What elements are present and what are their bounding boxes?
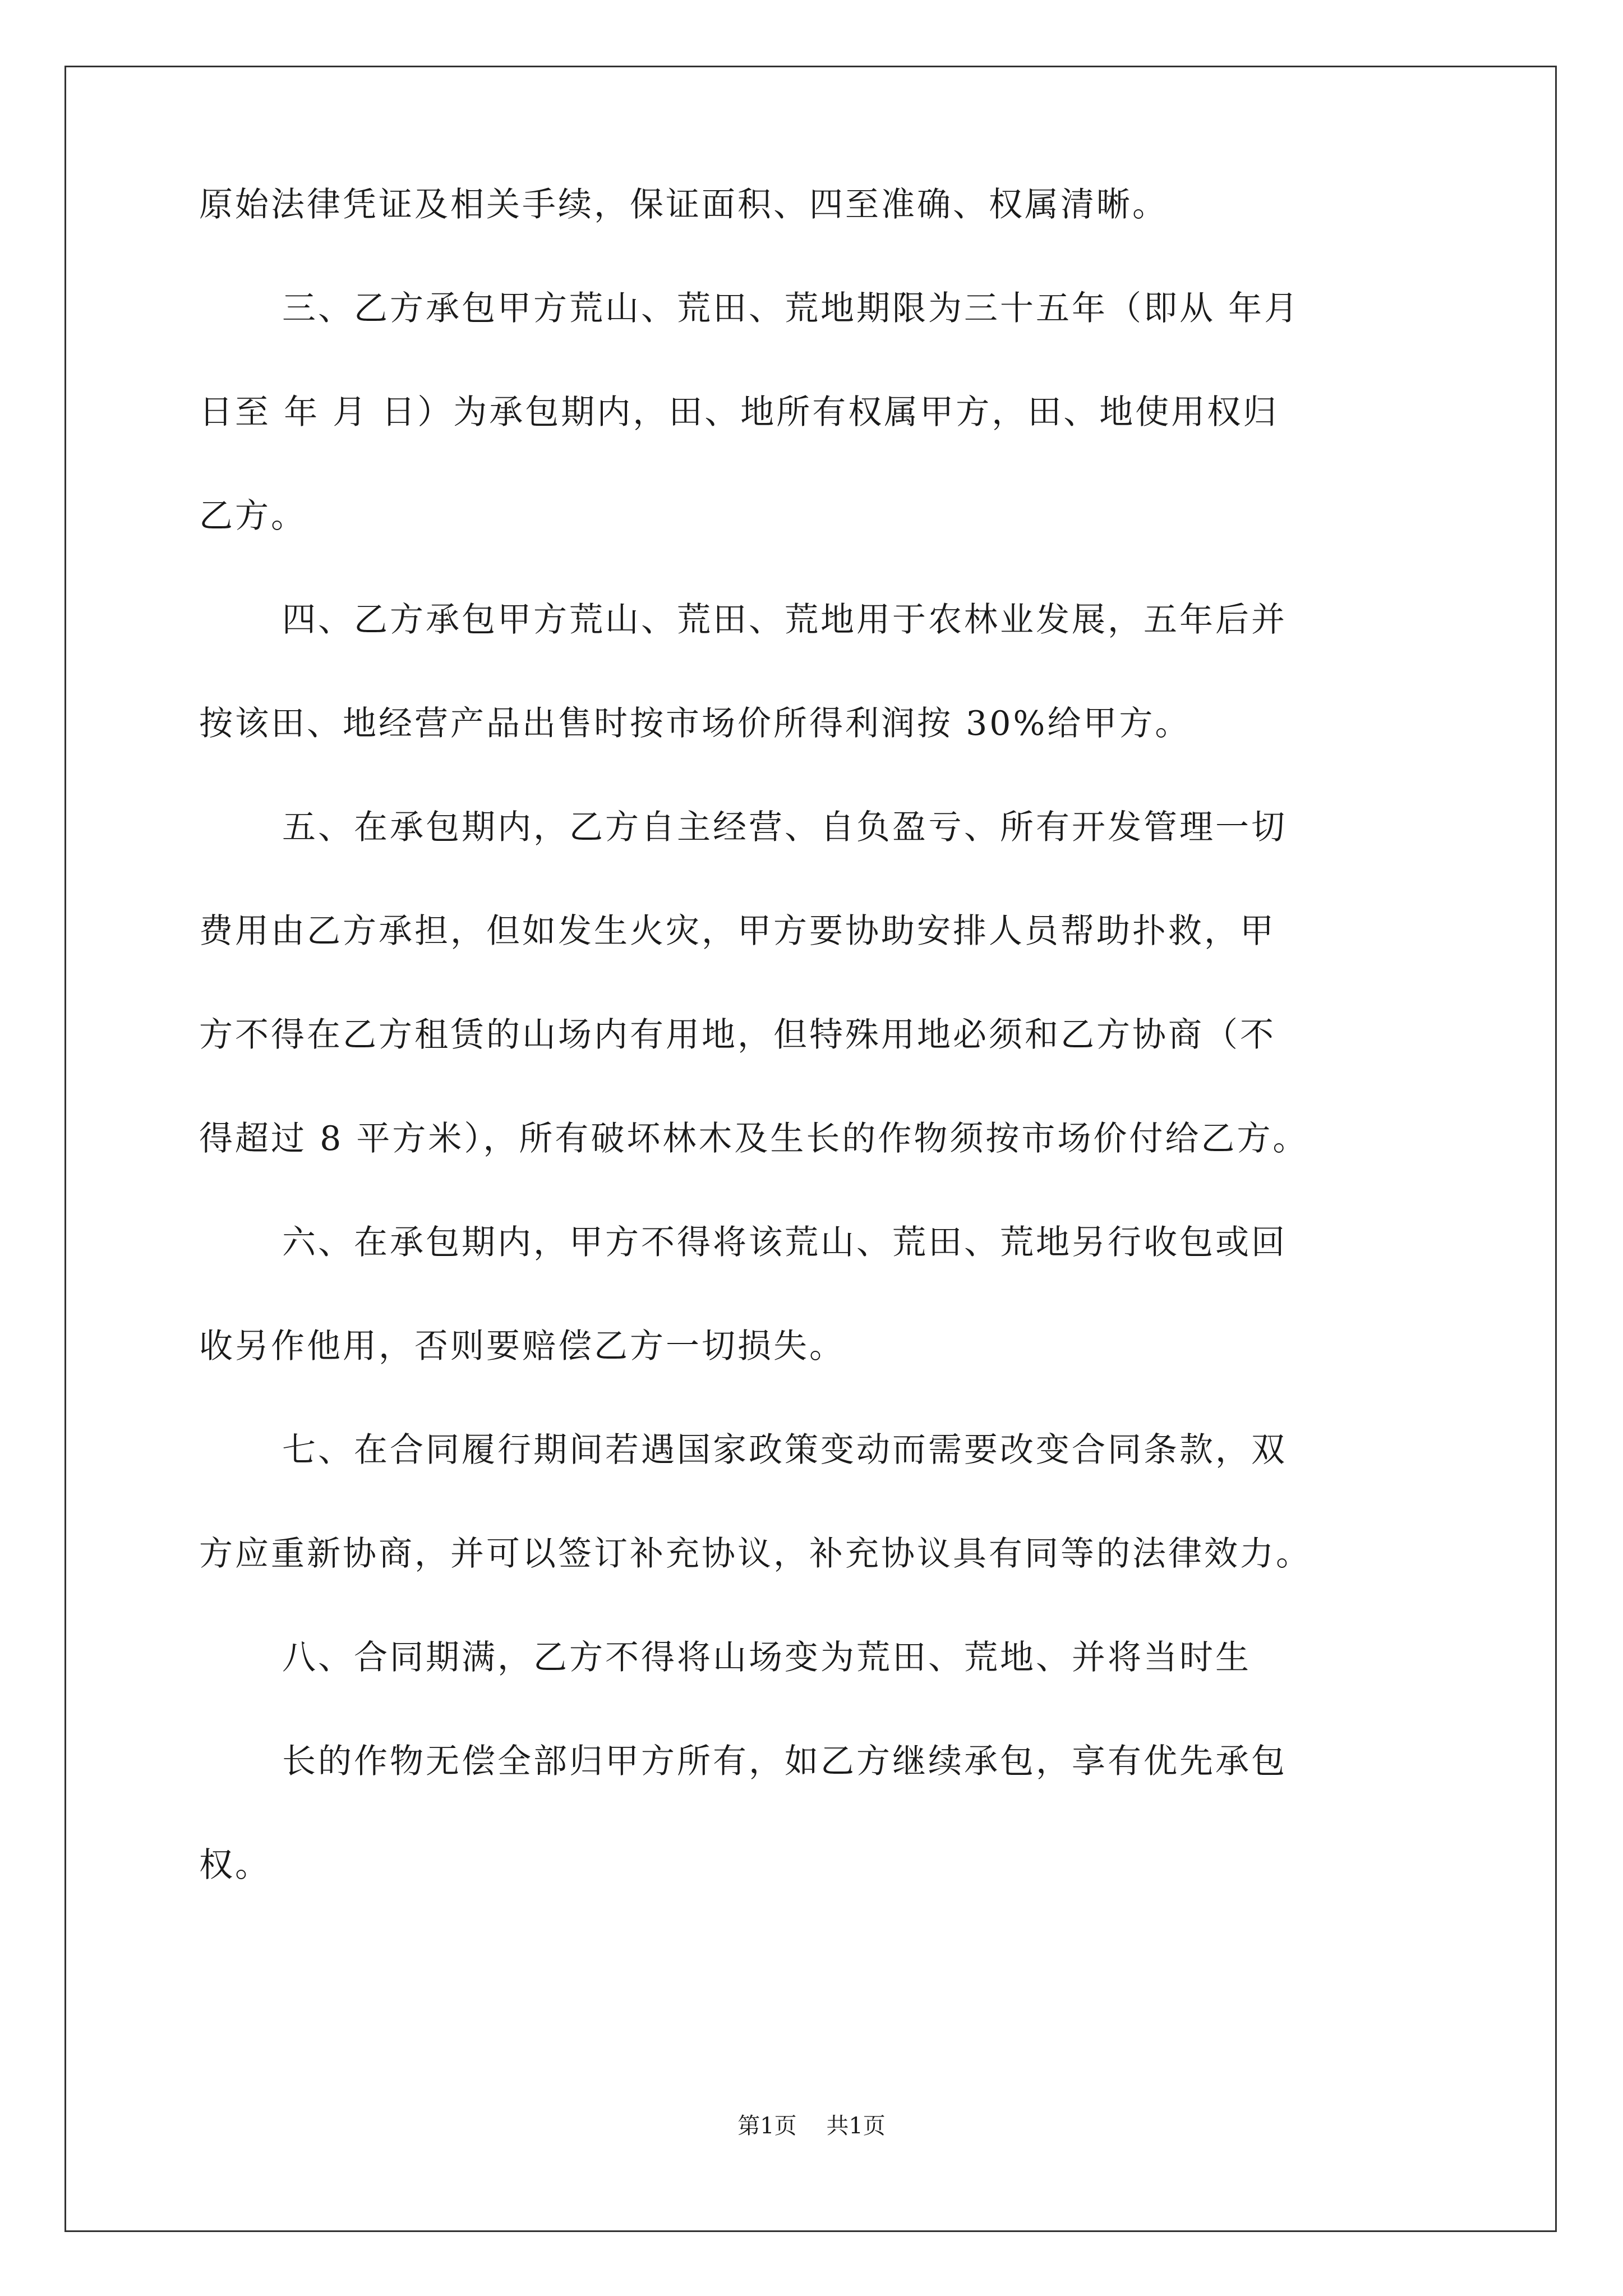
text-line: 收另作他用，否则要赔偿乙方一切损失。: [199, 1327, 845, 1366]
text-line: 七、在合同履行期间若遇国家政策变动而需要改变合同条款，双: [282, 1430, 1287, 1470]
text-line: 方不得在乙方租赁的山场内有用地，但特殊用地必须和乙方协商（不: [199, 1015, 1276, 1055]
text-line: 八、合同期满，乙方不得将山场变为荒田、荒地、并将当时生: [282, 1638, 1251, 1677]
text-line: 方应重新协商，并可以签订补充协议，补充协议具有同等的法律效力。: [199, 1534, 1312, 1573]
text-line: 乙方。: [199, 496, 307, 536]
text-line: 按该田、地经营产品出售时按市场价所得利润按 30%给甲方。: [199, 704, 1191, 743]
page-number-current: 第1页: [737, 2113, 797, 2139]
text-line: 五、在承包期内，乙方自主经营、自负盈亏、所有开发管理一切: [282, 808, 1287, 847]
text-line: 原始法律凭证及相关手续，保证面积、四至准确、权属清晰。: [199, 185, 1168, 224]
text-line: 三、乙方承包甲方荒山、荒田、荒地期限为三十五年（即从 年月: [282, 289, 1301, 328]
text-line: 四、乙方承包甲方荒山、荒田、荒地用于农林业发展，五年后并: [282, 600, 1287, 639]
page-footer: [0, 2108, 1623, 2140]
text-line: 得超过 8 平方米），所有破坏林木及生长的作物须按市场价付给乙方。: [199, 1119, 1309, 1158]
text-line: 六、在承包期内，甲方不得将该荒山、荒田、荒地另行收包或回: [282, 1223, 1287, 1262]
text-line: 日至 年 月 日）为承包期内，田、地所有权属甲方，田、地使用权归: [199, 393, 1279, 432]
text-line: 长的作物无偿全部归甲方所有，如乙方继续承包，享有优先承包: [282, 1742, 1287, 1781]
text-line: 费用由乙方承担，但如发生火灾，甲方要协助安排人员帮助扑救，甲: [199, 912, 1276, 951]
text-line: 权。: [199, 1846, 271, 1885]
page-number-total: 共1页: [826, 2113, 886, 2139]
